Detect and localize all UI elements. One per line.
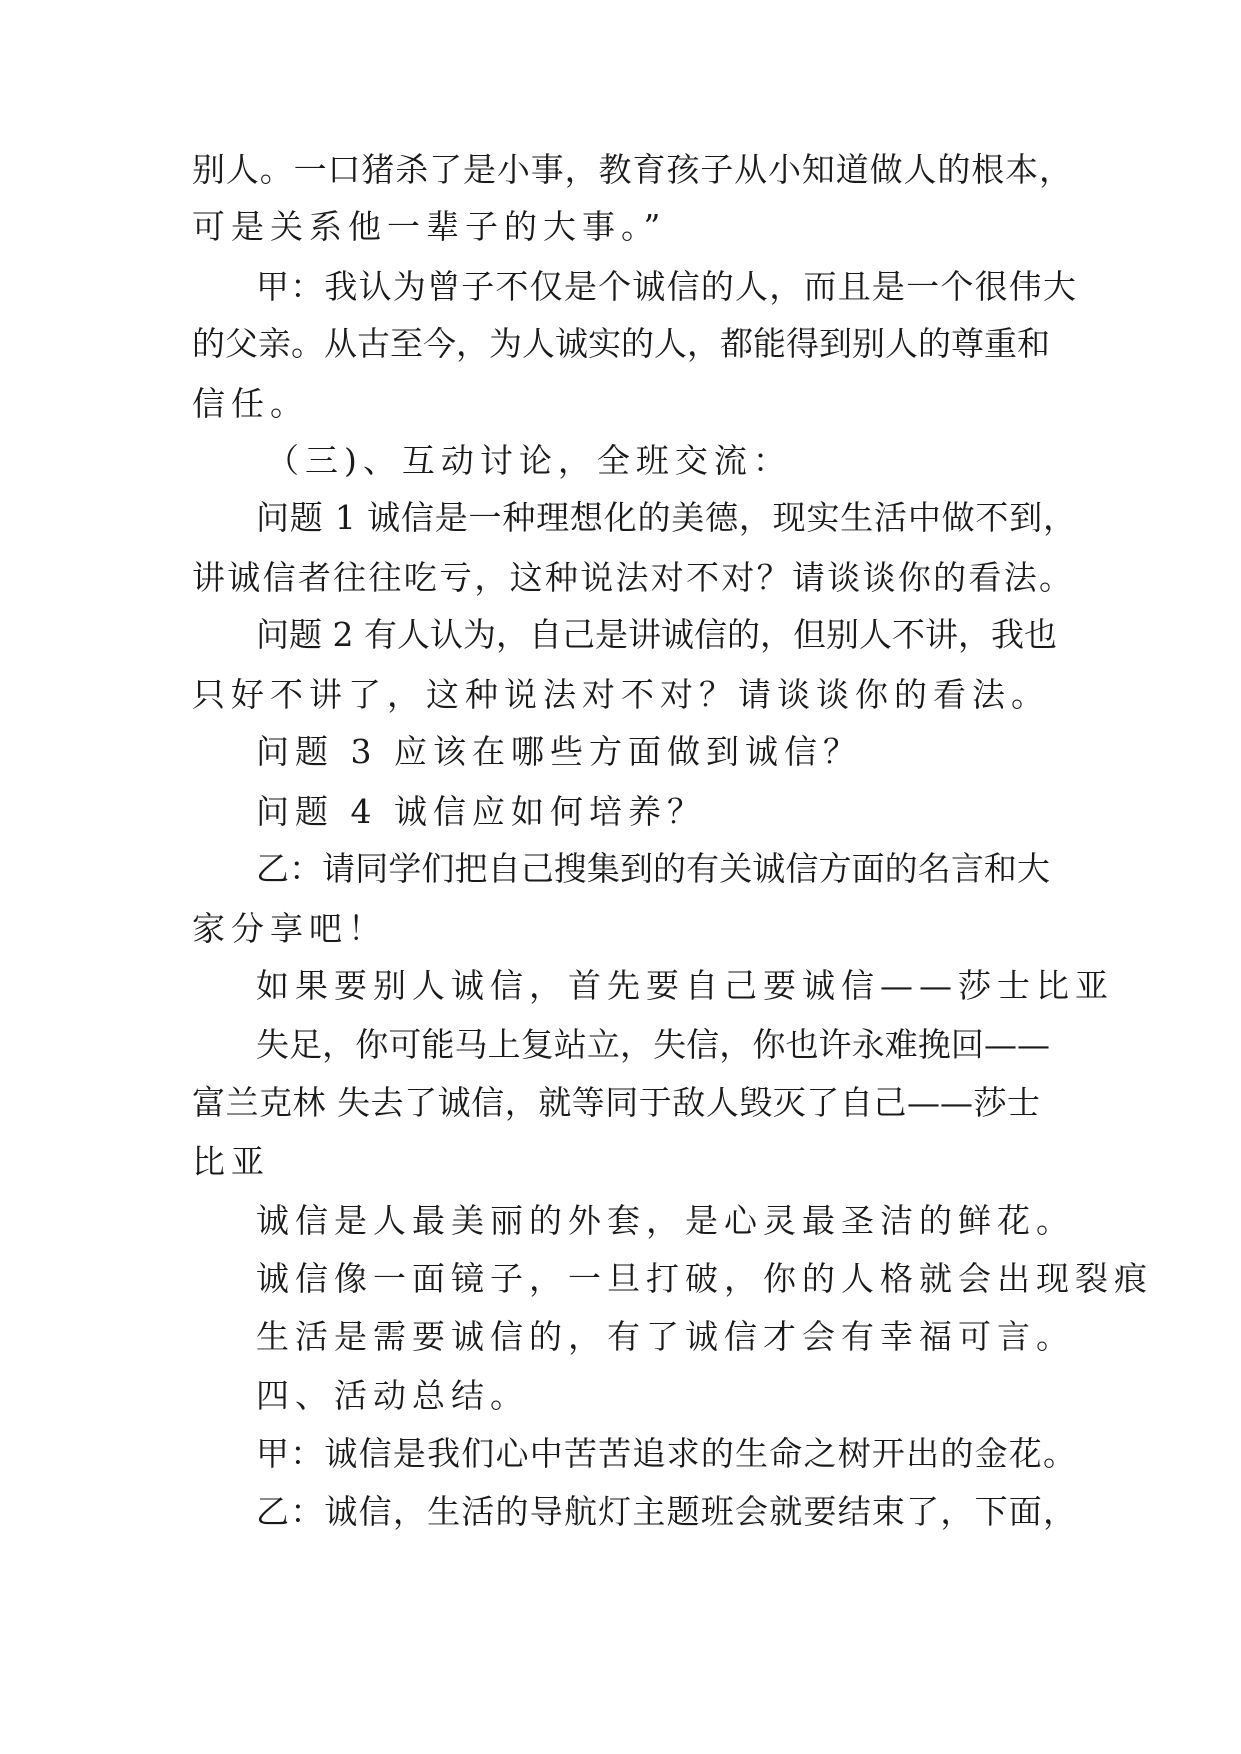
text-line: 乙：请同学们把自己搜集到的有关诚信方面的名言和大 xyxy=(256,849,1050,888)
text-line: 问题 3 应该在哪些方面做到诚信？ xyxy=(256,732,862,771)
text-line: 甲：诚信是我们心中苦苦追求的生命之树开出的金花。 xyxy=(256,1434,1076,1473)
text-line: 乙：诚信，生活的导航灯主题班会就要结束了，下面， xyxy=(256,1492,1076,1531)
text-line: 可是关系他一辈子的大事。” xyxy=(192,207,667,246)
quote-line: 失足，你可能马上复站立，失信，你也许永难挽回—— xyxy=(256,1025,1050,1064)
text-line: 信任。 xyxy=(192,384,309,423)
text-line: 只好不讲了，这种说法对不对？请谈谈你的看法。 xyxy=(192,675,1050,714)
section-heading: （三)、互动讨论，全班交流： xyxy=(266,441,792,480)
section-heading: 四、活动总结。 xyxy=(256,1376,529,1415)
text-line: 讲诚信者往往吃亏，这种说法对不对？请谈谈你的看法。 xyxy=(192,558,1072,597)
quote-line: 比亚 xyxy=(192,1142,270,1181)
text-line: 的父亲。从古至今，为人诚实的人，都能得到别人的尊重和 xyxy=(192,324,1050,363)
quote-line: 诚信像一面镜子，一旦打破，你的人格就会出现裂痕 xyxy=(256,1259,1153,1298)
quote-line: 富兰克林 失去了诚信，就等同于敌人毁灭了自己——莎士 xyxy=(192,1083,1040,1122)
text-line: 问题 1 诚信是一种理想化的美德，现实生活中做不到， xyxy=(256,498,1076,537)
quote-line: 如果要别人诚信，首先要自己要诚信——莎士比亚 xyxy=(256,966,1114,1005)
text-line: 别人。一口猪杀了是小事，教育孩子从小知道做人的根本， xyxy=(192,150,1072,189)
text-line: 问题 2 有人认为，自己是讲诚信的，但别人不讲，我也 xyxy=(256,615,1057,654)
quote-line: 生活是需要诚信的，有了诚信才会有幸福可言。 xyxy=(256,1317,1075,1356)
quote-line: 诚信是人最美丽的外套，是心灵最圣洁的鲜花。 xyxy=(256,1201,1075,1240)
text-line: 甲：我认为曾子不仅是个诚信的人，而且是一个很伟大 xyxy=(256,267,1076,306)
text-line: 家分享吧！ xyxy=(192,909,387,948)
text-line: 问题 4 诚信应如何培养？ xyxy=(256,792,706,831)
